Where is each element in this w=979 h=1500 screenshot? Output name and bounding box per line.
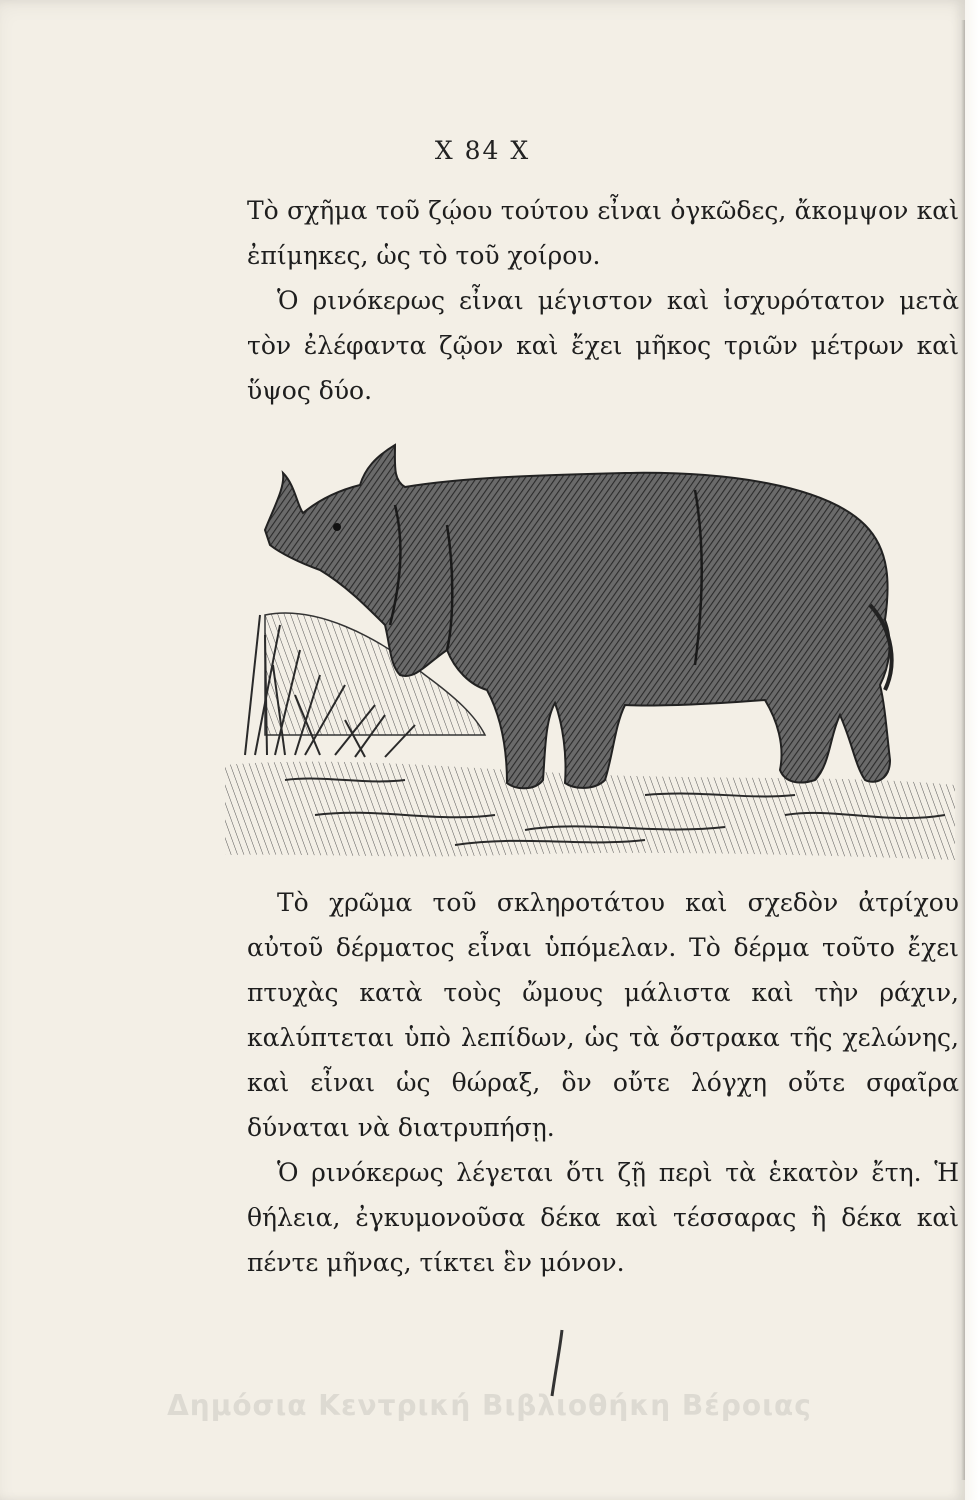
page-number-header: Χ 84 Χ (434, 136, 531, 165)
paragraph: Τὸ σχῆμα τοῦ ζῴου τούτου εἶναι ὀγκῶδες, ἄκομψον καὶ ἐπίμηκες, ὡς τὸ τοῦ χοίρου. (247, 196, 959, 270)
paragraph: Ὁ ρινόκερως εἶναι μέγιστον καὶ ἰσχυρότατον μετὰ τὸν ἐλέφαντα ζῷον καὶ ἔχει μῆκος τριῶν μέτρων καὶ ὕψος δύο. (247, 286, 959, 405)
library-watermark: Δημόσια Κεντρική Βιβλιοθήκη Βέροιας (167, 1389, 812, 1422)
page-edge (965, 0, 979, 1500)
rhinoceros-engraving-icon (225, 435, 965, 875)
paragraph: Τὸ χρῶμα τοῦ σκληροτάτου καὶ σχεδὸν ἀτρίχου αὐτοῦ δέρματος εἶναι ὑπόμελαν. Τὸ δέρμα τοῦτο ἔχει πτυχὰς κατὰ τοὺς ὤμους μάλιστα καὶ τὴν ράχιν, καλύπτεται ὑπὸ λεπίδων, ὡς τὰ ὄστρακα τῆς χελώνης, καὶ εἶναι ὡς θώραξ, ὃν οὔτε λόγχη οὔτε σφαῖρα δύναται νὰ διατρυπήσῃ. (247, 888, 959, 1142)
paragraph: Ὁ ρινόκερως λέγεται ὅτι ζῇ περὶ τὰ ἑκατὸν ἔτη. Ἡ θήλεια, ἐγκυμονοῦσα δέκα καὶ τέσσαρας ἢ δέκα καὶ πέντε μῆνας, τίκτει ἓν μόνον. (247, 1158, 959, 1277)
text-block-bottom (247, 880, 959, 1285)
ink-stroke-icon (548, 1328, 568, 1398)
text-block-top (247, 188, 959, 413)
